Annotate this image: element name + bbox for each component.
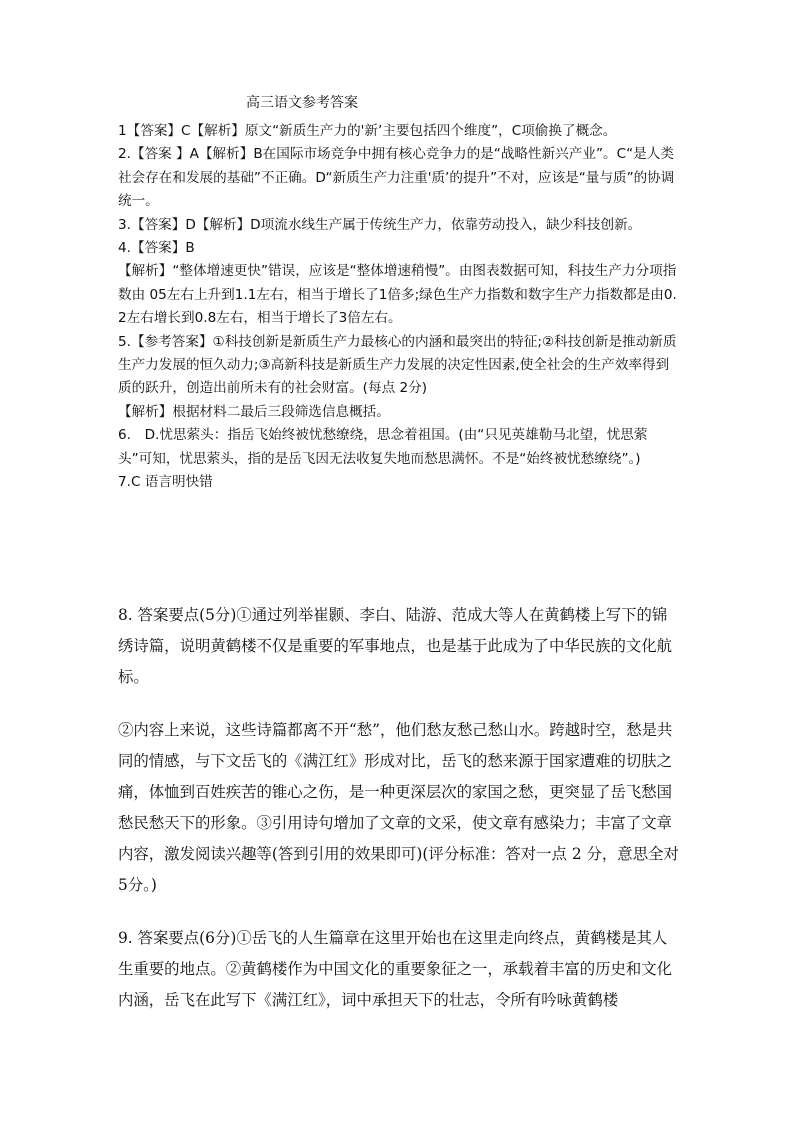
answer-4-analysis: 【解析】“整体增速更快”错误，应该是“整体增速稍慢”。由图表数据可知，科技生产力分项指数由 05左右上升到1.1左右，相当于增长了1倍多;绿色生产力指数和数字生产力指数都是由0.2左右增长到0.8左右，相当于增长了3倍左右。 xyxy=(118,263,677,327)
page-title: 高三语文参考答案 xyxy=(246,95,358,111)
answer-9: 9. 答案要点(6分)①岳飞的人生篇章在这里开始也在这里走向终点，黄鹤楼是其人生重要的地点。②黄鹤楼作为中国文化的重要象征之一，承载着丰富的历史和文化内涵，岳飞在此写下《满江红》，词中承担天下的壮志，令所有吟咏黄鹤楼 xyxy=(118,929,673,1009)
answer-8-part-2: ②内容上来说，这些诗篇都离不开“愁”，他们愁友愁己愁山水。跨越时空，愁是共同的情感，与下文岳飞的《满江红》形成对比，岳飞的愁来源于国家遭难的切肤之痛，体恤到百姓疾苦的锥心之伤，是一种更深层次的家国之愁，更突显了岳飞愁国愁民愁天下的形象。③引用诗句增加了文章的文采，使文章有感染力；丰富了文章内容，激发阅读兴趣等(答到引用的效果即可)(评分标准：答对一点 2 分，意思全对5分。) xyxy=(118,721,679,894)
answer-5: 5.【参考答案】①科技创新是新质生产力最核心的内涵和最突出的特征;②科技创新是推动新质生产力发展的恒久动力;③高新科技是新质生产力发展的决定性因素,使全社会的生产效率得到质的跃升，创造出前所未有的社会财富。(每点 2分) xyxy=(118,333,677,397)
answers-section-1-7 xyxy=(118,120,678,495)
answer-8-part-1: 8. 答案要点(5分)①通过列举崔颢、李白、陆游、范成大等人在黄鹤楼上写下的锦绣诗篇，说明黄鹤楼不仅是重要的军事地点，也是基于此成为了中华民族的文化航标。 xyxy=(118,606,673,686)
answer-4: 4.【答案】B xyxy=(118,240,195,257)
answer-7: 7.C 语言明快错 xyxy=(118,474,213,491)
answer-1: 1【答案】C【解析】原文“新质生产力的'新’主要包括四个维度”，C项偷换了概念。 xyxy=(118,123,617,139)
answers-section-8-9 xyxy=(118,600,680,1016)
answer-6: 6. D.忧思萦头：指岳飞始终被忧愁缭绕，思念着祖国。(由“只见英雄勒马北望，忧思萦头”可知，忧思萦头，指的是岳飞因无法收复失地而愁思满怀。不是“始终被忧愁缭绕”。) xyxy=(118,427,648,467)
answer-5-analysis: 【解析】根据材料二最后三段筛选信息概括。 xyxy=(118,403,390,420)
answer-3: 3.【答案】D【解析】D项流水线生产属于传统生产力，依靠劳动投入，缺少科技创新。 xyxy=(118,216,642,233)
answer-2: 2.【答案 】A【解析】B在国际市场竞争中拥有核心竞争力的是“战略性新兴产业”。C“是人类社会存在和发展的基础”不正确。D“新质生产力注重'质’的提升”不对，应该是“量与质”的协调统一。 xyxy=(118,146,675,210)
